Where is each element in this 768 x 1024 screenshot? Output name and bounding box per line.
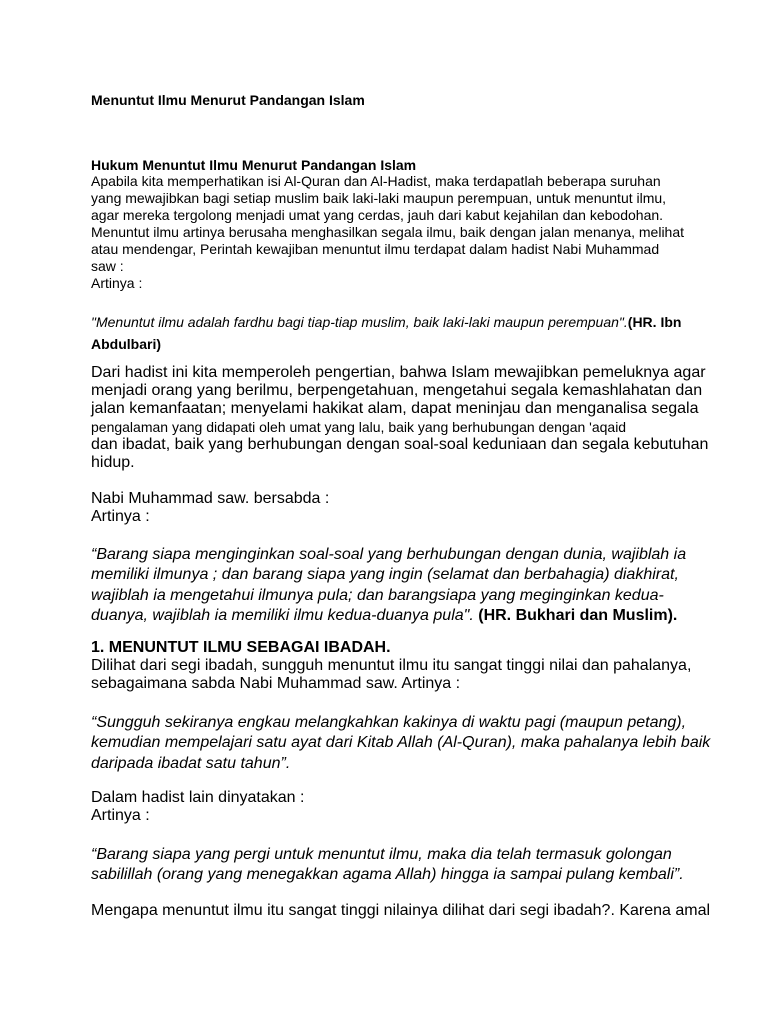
text-line: Dari hadist ini kita memperoleh pengertian, bahwa Islam mewajibkan pemeluknya agar: [91, 364, 706, 381]
quote-line: “Barang siapa yang pergi untuk menuntut ilmu, maka dia telah termasuk golongan: [91, 846, 672, 863]
text-line: agar mereka tergolong menjadi umat yang cerdas, jauh dari kabut kejahilan dan kebodohan.: [91, 207, 664, 223]
text-line: Artinya :: [91, 508, 150, 525]
text-line: yang mewajibkan bagi setiap muslim baik laki-laki maupun perempuan, untuk menuntut ilmu,: [91, 190, 667, 206]
text-line: menjadi orang yang berilmu, berpengetahuan, mengetahui segala kemashlahatan dan: [91, 382, 703, 399]
quote-citation-cont: Abdulbari): [91, 336, 161, 352]
quote-line: daripada ibadat satu tahun”.: [91, 754, 291, 772]
text-line: Nabi Muhammad saw. bersabda :: [91, 490, 330, 507]
hadith-quote-3: [91, 713, 710, 774]
paragraph-explanation: [91, 364, 708, 472]
text-line: Dalam hadist lain dinyatakan :: [91, 789, 305, 806]
quote-line: “Barang siapa menginginkan soal-soal yang berhubungan dengan dunia, wajiblah ia: [91, 546, 687, 563]
hadith-quote-1: [91, 311, 681, 355]
paragraph-ibadah: [91, 657, 691, 693]
numbered-heading: 1. MENUNTUT ILMU SEBAGAI IBADAH.: [91, 639, 391, 656]
hadith-quote-4: [91, 845, 684, 886]
quote-line: “Sungguh sekiranya engkau melangkahkan kakinya di waktu pagi (maupun petang),: [91, 714, 687, 731]
paragraph-intro: [91, 173, 684, 292]
quote-line: wajiblah ia mengetahui ilmunya pula; dan barangsiapa yang meginginkan kedua-: [91, 586, 664, 604]
text-line: hidup.: [91, 454, 135, 471]
hadith-quote-2: [91, 545, 686, 626]
quote-citation: (HR. Ibn: [627, 314, 682, 330]
quote-line: memiliki ilmunya ; dan barang siapa yang ingin (selamat dan berbahagia) diakhirat,: [91, 566, 679, 584]
text-line: saw :: [91, 258, 124, 274]
text-line: sebagaimana sabda Nabi Muhammad saw. Artinya :: [91, 675, 461, 692]
paragraph-prophet-said: [91, 490, 329, 526]
text-line: jalan kemanfaatan; menyelami hakikat alam, dapat meninjau dan menganalisa segala: [91, 400, 699, 417]
paragraph-another-hadith: [91, 789, 304, 825]
quote-line: sabilillah (orang yang menegakkan agama Allah) hingga ia sampai pulang kembali”.: [91, 866, 684, 884]
quote-line: duanya, wajiblah ia memiliki ilmu kedua-duanya pula".: [91, 606, 474, 624]
text-line: pengalaman yang didapati oleh umat yang lalu, baik yang berhubungan dengan 'aqaid: [91, 419, 627, 435]
text-line: Artinya :: [91, 275, 143, 291]
quote-citation: (HR. Bukhari dan Muslim).: [478, 606, 678, 624]
text-line: Menuntut ilmu artinya berusaha menghasilkan segala ilmu, baik dengan jalan menanya, melihat: [91, 224, 685, 240]
text-line: Apabila kita memperhatikan isi Al-Quran dan Al-Hadist, maka terdapatlah beberapa suruhan: [91, 173, 661, 189]
text-line: atau mendengar, Perintah kewajiban menuntut ilmu terdapat dalam hadist Nabi Muhammad: [91, 241, 660, 257]
text-line: Dilihat dari segi ibadah, sungguh menuntut ilmu itu sangat tinggi nilai dan pahalanya,: [91, 657, 692, 674]
text-line: dan ibadat, baik yang berhubungan dengan soal-soal keduniaan dan segala kebutuhan: [91, 436, 709, 453]
section-heading: Hukum Menuntut Ilmu Menurut Pandangan Islam: [91, 157, 417, 173]
paragraph-closing: Mengapa menuntut ilmu itu sangat tinggi nilainya dilihat dari segi ibadah?. Karena amal: [91, 902, 711, 919]
quote-line: kemudian mempelajari satu ayat dari Kitab Allah (Al-Quran), maka pahalanya lebih baik: [91, 734, 711, 752]
text-line: Artinya :: [91, 807, 150, 824]
document-title: Menuntut Ilmu Menurut Pandangan Islam: [91, 92, 365, 108]
quote-text: "Menuntut ilmu adalah fardhu bagi tiap-tiap muslim, baik laki-laki maupun perempuan".: [91, 314, 628, 330]
